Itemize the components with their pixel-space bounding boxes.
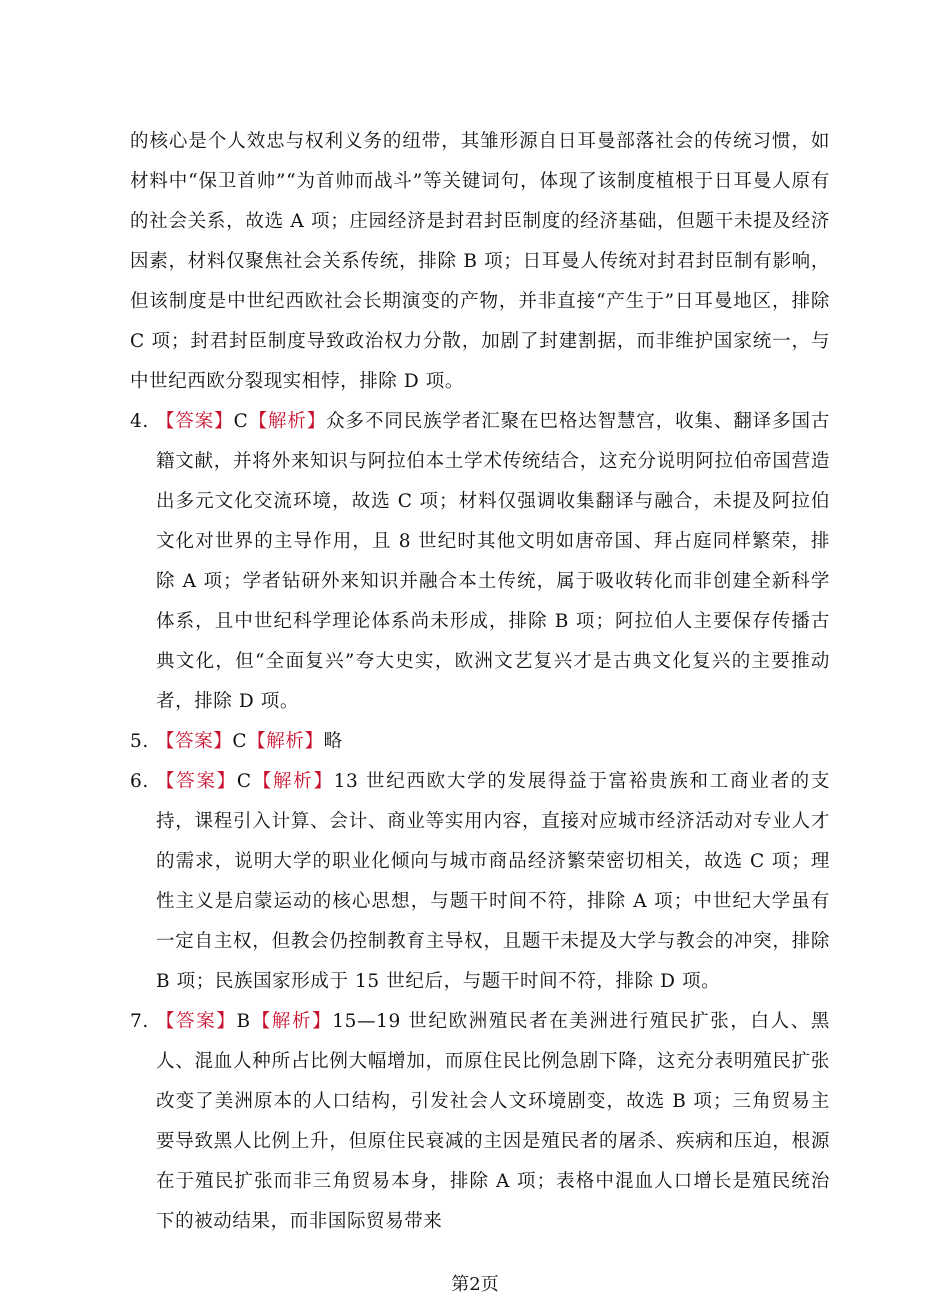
analysis-text: 13 世纪西欧大学的发展得益于富裕贵族和工商业者的支持，课程引入计算、会计、商业等实用内容，直接对应城市经济活动对专业人才的需求，说明大学的职业化倾向与城市商品经济繁荣密切相关，故选 C 项；理性主义是启蒙运动的核心思想，与题干时间不符，排除 A 项；中世纪大学虽有一定自主权，但教会仍控制教育主导权，且题干未提及大学与教会的冲突，排除 B 项；民族国家形成于 15 世纪后，与题干时间不符，排除 D 项。	[156, 771, 830, 992]
item-number: 4.	[130, 411, 149, 432]
analysis-tag: 【解析】	[248, 411, 327, 432]
answer-item-6	[130, 762, 830, 1002]
analysis-tag: 【解析】	[250, 1011, 333, 1032]
answer-choice: C	[236, 771, 252, 792]
item-3-continuation: 的核心是个人效忠与权利义务的纽带，其雏形源自日耳曼部落社会的传统习惯，如材料中“保卫首帅”“为首帅而战斗”等关键词句，体现了该制度植根于日耳曼人原有的社会关系，故选 A 项；庄园经济是封君封臣制度的经济基础，但题干未提及经济因素，材料仅聚焦社会关系传统，排除 B 项；日耳曼人传统对封君封臣制有影响，但该制度是中世纪西欧社会长期演变的产物，并非直接“产生于”日耳曼地区，排除 C 项；封君封臣制度导致政治权力分散，加剧了封建割据，而非维护国家统一，与中世纪西欧分裂现实相悖，排除 D 项。	[130, 131, 830, 392]
answer-item-5	[130, 722, 830, 762]
answer-choice: C	[232, 731, 248, 752]
answer-item-7	[130, 1002, 830, 1242]
analysis-text: 15—19 世纪欧洲殖民者在美洲进行殖民扩张，白人、黑人、混血人种所占比例大幅增加，而原住民比例急剧下降，这充分表明殖民扩张改变了美洲原本的人口结构，引发社会人文环境剧变，故选 B 项；三角贸易主要导致黑人比例上升，但原住民衰减的主因是殖民者的屠杀、疾病和压迫，根源在于殖民扩张而非三角贸易本身，排除 A 项；表格中混血人口增长是殖民统治下的被动结果，而非国际贸易带来	[156, 1011, 830, 1232]
item-number: 7.	[130, 1011, 149, 1032]
page-number: 第2页	[451, 1274, 499, 1295]
answer-tag: 【答案】	[156, 411, 234, 432]
answer-item-4	[130, 402, 830, 722]
analysis-text: 略	[323, 731, 343, 752]
answer-choice: B	[236, 1011, 251, 1032]
answer-tag: 【答案】	[156, 731, 233, 752]
analysis-tag: 【解析】	[251, 771, 334, 792]
answer-content	[130, 122, 830, 1242]
analysis-text: 众多不同民族学者汇聚在巴格达智慧宫，收集、翻译多国古籍文献，并将外来知识与阿拉伯本土学术传统结合，这充分说明阿拉伯帝国营造出多元文化交流环境，故选 C 项；材料仅强调收集翻译与融合，未提及阿拉伯文化对世界的主导作用，且 8 世纪时其他文明如唐帝国、拜占庭同样繁荣，排除 A 项；学者钻研外来知识并融合本土传统，属于吸收转化而非创建全新科学体系，且中世纪科学理论体系尚未形成，排除 B 项；阿拉伯人主要保存传播古典文化，但“全面复兴”夸大史实，欧洲文艺复兴才是古典文化复兴的主要推动者，排除 D 项。	[156, 411, 830, 712]
item-number: 6.	[130, 771, 149, 792]
answer-tag: 【答案】	[156, 1011, 237, 1032]
analysis-tag: 【解析】	[247, 731, 324, 752]
answer-tag: 【答案】	[156, 771, 237, 792]
item-number: 5.	[130, 731, 149, 752]
answer-choice: C	[233, 411, 249, 432]
